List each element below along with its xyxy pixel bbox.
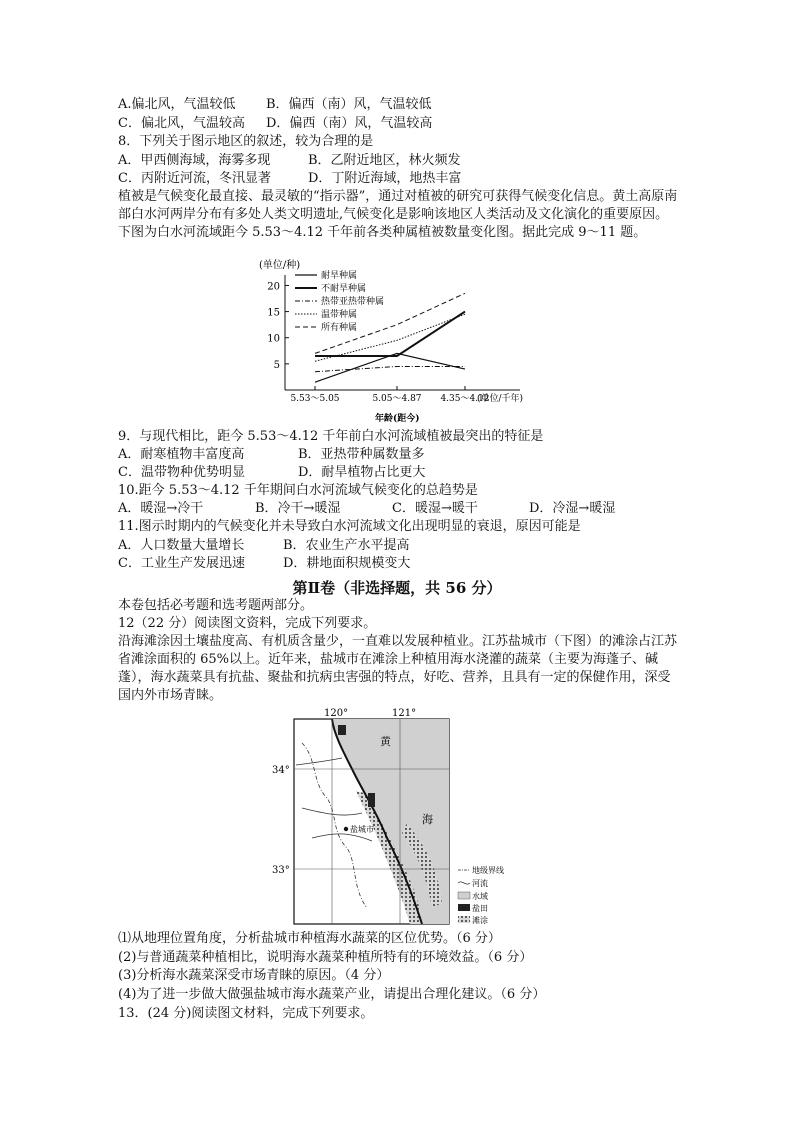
q9-option-b: B．亚热带种属数量多	[298, 447, 425, 462]
q10-option-a: A．暖湿→冷干	[118, 501, 204, 516]
q9-option-d: D．耐旱植物占比更大	[298, 465, 426, 480]
q8-option-d: D．丁附近海域，地热丰富	[308, 171, 462, 186]
vegetation-chart	[255, 255, 545, 425]
legend-water: 水域	[472, 892, 488, 901]
legend-boundary: 地级界线	[472, 866, 504, 875]
q12-stem: 12（22 分）阅读图文资料，完成下列要求。	[118, 616, 377, 631]
q11-option-a: A．人口数量大量增长	[118, 538, 245, 553]
map-lat-33: 33°	[272, 865, 290, 876]
q11-option-d: D．耕地面积规模变大	[283, 556, 411, 571]
q12-passage: 沿海滩涂因土壤盐度高、有机质含量少，一直难以发展种植业。江苏盐城市（下图）的滩涂占江苏省滩涂面积的 65%以上。近年来，盐城市在滩涂上种植用海水浇灌的蔬菜（主要为海蓬子、碱蓬），海水蔬菜具有抗盐、聚盐和抗病虫害强的特点，好吃、营养，且具有一定的保健作用，深受国内外市场青睐。	[118, 634, 678, 703]
q10-option-b: B．冷干→暖湿	[255, 501, 341, 516]
q7-options-row1	[118, 96, 432, 114]
city-marker	[344, 827, 348, 831]
salt-field-2	[368, 793, 375, 807]
chart-ylabel: (单位/种)	[259, 260, 301, 271]
map-city-label: 盐城市	[350, 825, 374, 834]
q9-options-row1	[118, 446, 425, 464]
q7-option-d: D．偏西（南）风，气温较高	[266, 116, 433, 131]
q7-options-row2	[118, 115, 432, 133]
map-lat-34: 34°	[272, 765, 290, 776]
q11-options-row2	[118, 555, 410, 573]
q11-option-b: B．农业生产水平提高	[283, 538, 410, 553]
map-sea-label-2: 海	[422, 813, 433, 826]
legend-river: 河流	[472, 879, 488, 888]
chart-ytick-label: 10	[267, 333, 280, 345]
q11-option-c: C．工业生产发展迅速	[118, 556, 245, 571]
map-sea-label: 黄	[380, 735, 391, 748]
q10-stem: 10.距今 5.53～4.12 千年期间白水河流域气候变化的总趋势是	[118, 483, 478, 498]
q8-option-c: C．丙附近河流，冬汛显著	[118, 171, 271, 186]
section-2-note: 本卷包括必考题和选考题两部分。	[118, 598, 314, 613]
q8-options-row2	[118, 170, 461, 188]
salt-field	[338, 725, 346, 735]
q12-sub-3: (3)分析海水蔬菜深受市场青睐的原因。（4 分）	[118, 968, 390, 983]
q9-stem: 9．与现代相比，距今 5.53～4.12 千年前白水河流域植被最突出的特征是	[118, 429, 544, 444]
legend-tidal: 滩涂	[472, 916, 488, 925]
q9-option-a: A．耐寒植物丰富度高	[118, 447, 245, 462]
map-legend	[458, 865, 504, 925]
legend-salt: 盐田	[472, 904, 488, 913]
chart-x-unit: (单位/千年)	[477, 394, 524, 404]
q13-stem: 13．(24 分)阅读图文材料，完成下列要求。	[118, 1006, 374, 1021]
q8-options-row1	[118, 152, 461, 170]
q8-option-a: A．甲西侧海域，海雾多现	[118, 153, 271, 168]
q7-option-b: B．偏西（南）风，气温较低	[266, 97, 432, 112]
chart-series-line-2	[315, 366, 465, 371]
q10-option-d: D．冷湿→暖湿	[529, 501, 616, 516]
chart-xlabel: 年龄(距今)	[375, 414, 420, 424]
chart-legend-label: 不耐旱种属	[321, 284, 367, 294]
chart-xtick-label: 4.35～4.12	[440, 394, 490, 404]
map-lon-120: 120°	[324, 708, 349, 719]
q9-option-c: C．温带物种优势明显	[118, 465, 245, 480]
yancheng-map	[272, 703, 532, 929]
q11-stem: 11.图示时期内的气候变化并未导致白水河流域文化出现明显的衰退，原因可能是	[118, 519, 581, 534]
q10-option-c: C．暖湿→暖干	[392, 501, 478, 516]
chart-ytick-label: 5	[273, 359, 280, 371]
q8-stem: 8．下列关于图示地区的叙述，较为合理的是	[118, 134, 374, 149]
q10-options	[118, 500, 615, 518]
river-1	[296, 758, 342, 765]
q8-option-b: B．乙附近地区，林火频发	[308, 153, 461, 168]
chart-series-line-3	[315, 314, 465, 361]
chart-xtick-label: 5.53～5.05	[290, 394, 340, 404]
q7-option-c: C．偏北风，气温较高	[118, 116, 245, 131]
chart-legend-label: 所有种属	[321, 323, 358, 333]
chart-legend-label: 耐旱种属	[321, 271, 358, 281]
q9-options-row2	[118, 464, 425, 482]
chart-legend-label: 热带亚热带种属	[321, 297, 385, 307]
chart-ytick-label: 20	[267, 281, 280, 293]
q12-sub-2: (2)与普通蔬菜种植相比，说明海水蔬菜种植所特有的环境效益。（6 分）	[118, 950, 533, 965]
intro-9-11: 植被是气候变化最直接、最灵敏的“指示器”，通过对植被的研究可获得气候变化信息。黄土高原南部白水河两岸分布有多处人类文明遗址,气候变化是影响该地区人类活动及文化演化的重要原因。下图为白水河流域距今 5.53～4.12 千年前各类种属植被数量变化图。据此完成 9～11 题。	[118, 189, 678, 240]
chart-xtick-label: 5.05～4.87	[372, 394, 422, 404]
q7-option-a: A.偏北风，气温较低	[118, 97, 236, 112]
q12-sub-4: (4)为了进一步做大做强盐城市海水蔬菜产业，请提出合理化建议。（6 分）	[118, 987, 546, 1002]
chart-ytick-label: 15	[267, 307, 280, 319]
section-2-title: 第Ⅱ卷（非选择题，共 56 分）	[292, 579, 502, 597]
chart-series-line-0	[315, 353, 465, 382]
q12-sub-1: ⑴从地理位置角度，分析盐城市种植海水蔬菜的区位优势。（6 分）	[118, 931, 501, 946]
chart-legend-label: 温带种属	[321, 310, 358, 320]
q11-options-row1	[118, 537, 410, 555]
map-lon-121: 121°	[392, 708, 417, 719]
river-3	[312, 834, 372, 841]
